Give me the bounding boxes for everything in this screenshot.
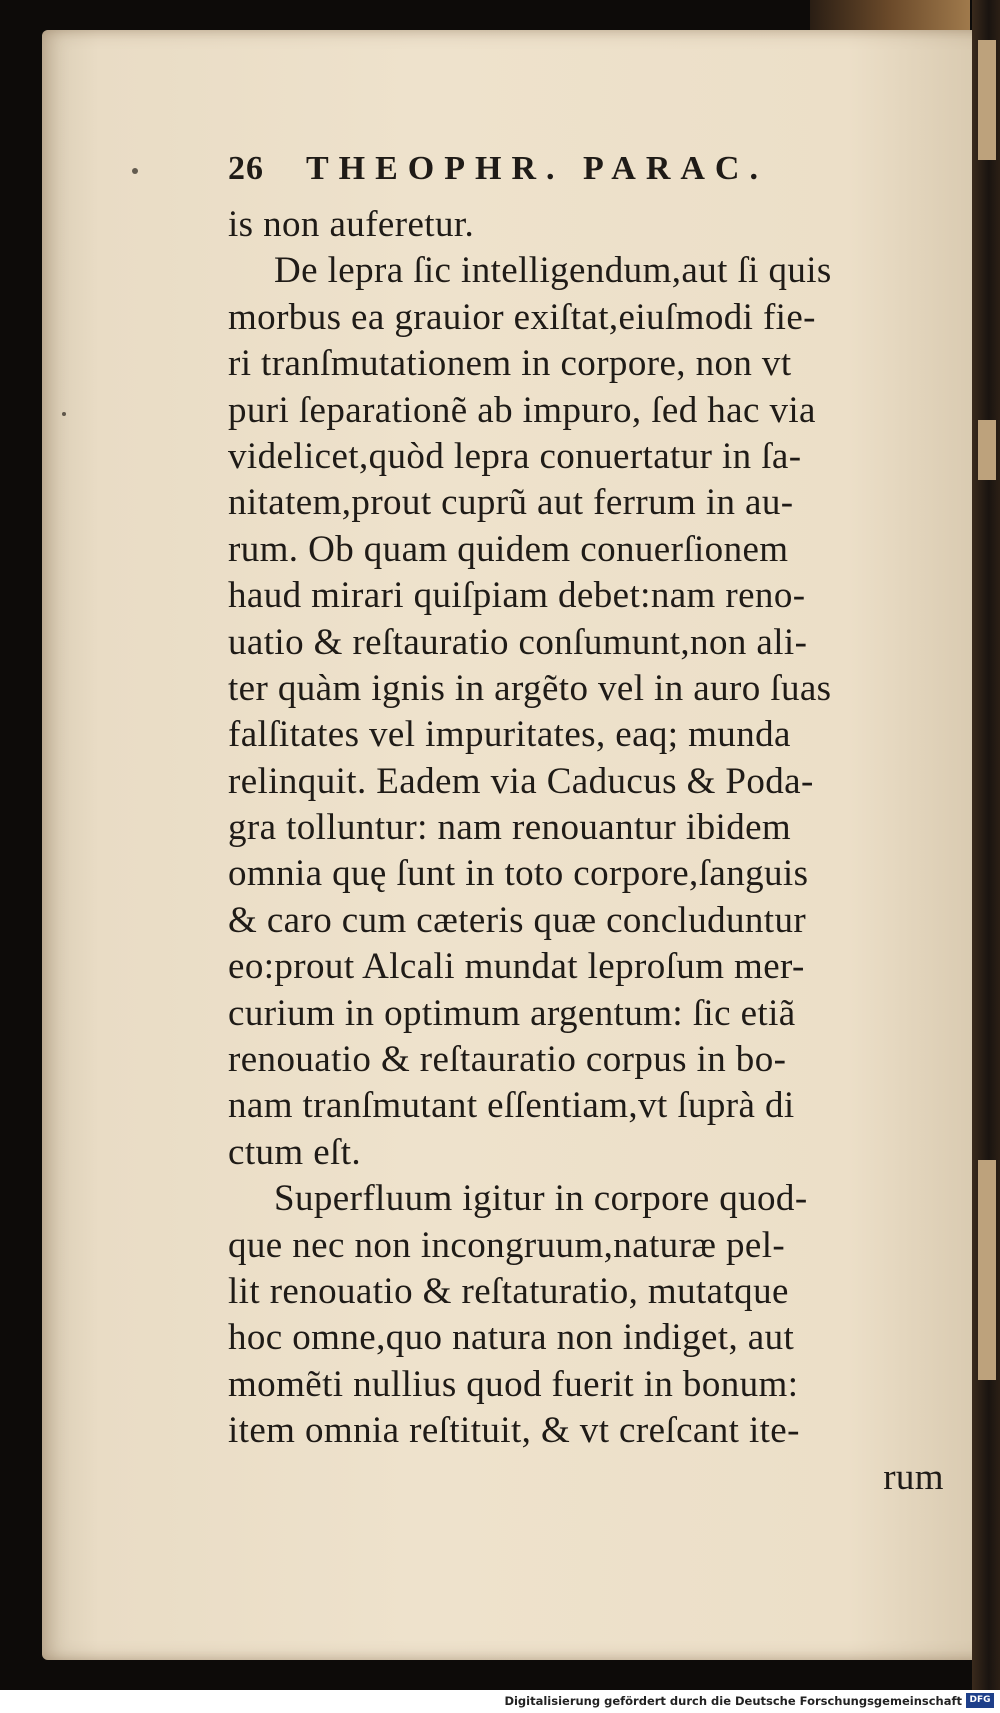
text-line: De lepra ſic intelligendum,aut ſi quis [274,250,832,292]
text-line: morbus ea grauior exiſtat,eiuſmodi fie- [228,296,816,338]
page-number: 26 [228,150,264,187]
text-line: ctum eſt. [228,1131,362,1173]
text-line: rum. Ob quam quidem conuerſionem [228,528,789,570]
page-edge [972,0,1000,1690]
text-line: relinquit. Eadem via Caducus & Poda- [228,760,814,802]
ink-spot [132,168,138,174]
text-line: momẽti nullius quod fuerit in bonum: [228,1363,799,1405]
text-line: haud mirari quiſpiam debet:nam reno- [228,575,806,617]
catchword: rum [883,1456,944,1498]
text-line: omnia quę ſunt in toto corpore,ſanguis [228,853,809,895]
text-line: videlicet,quòd lepra conuertatur in ſa- [228,435,802,477]
running-title: THEOPHR. PARAC. [306,150,768,187]
text-line: & caro cum cæteris quæ concluduntur [228,899,807,941]
book-corner [810,0,970,30]
text-line: item omnia reſtituit, & vt creſcant ite- [228,1410,800,1452]
text-line: falſitates vel impuritates, eaq; munda [228,714,791,756]
running-head [228,150,964,202]
text-line: curium in optimum argentum: ſic etiã [228,992,796,1034]
text-line: que nec non incongruum,naturæ pel- [228,1224,786,1266]
text-line: uatio & reſtauratio conſumunt,non ali- [228,621,808,663]
footer-bar [0,1690,1000,1713]
digitization-notice: Digitalisierung gefördert durch die Deutsche Forschungsgemeinschaft [504,1694,962,1708]
ink-spot [62,412,66,416]
text-line: ter quàm ignis in argẽto vel in auro ſuas [228,667,832,709]
text-line: ri tranſmutationem in corpore, non vt [228,343,792,385]
text-line: gra tolluntur: nam renouantur ibidem [228,807,792,849]
text-line: lit renouatio & reſtaturatio, mutatque [228,1270,789,1312]
text-line: nam tranſmutant eſſentiam,vt ſuprà di [228,1085,795,1127]
text-line: puri ſeparationẽ ab impuro, ſed hac via [228,389,816,431]
text-line: hoc omne,quo natura non indiget, aut [228,1317,795,1359]
text-line: is non auferetur. [228,204,475,245]
text-line: Superfluum igitur in corpore quod- [274,1178,808,1220]
text-line: renouatio & reſtauratio corpus in bo- [228,1039,787,1081]
page-text [228,150,964,1501]
text-line: eo:prout Alcali mundat leproſum mer- [228,946,805,988]
dfg-logo: DFG [966,1693,994,1708]
text-line: nitatem,prout cuprũ aut ferrum in au- [228,482,794,524]
